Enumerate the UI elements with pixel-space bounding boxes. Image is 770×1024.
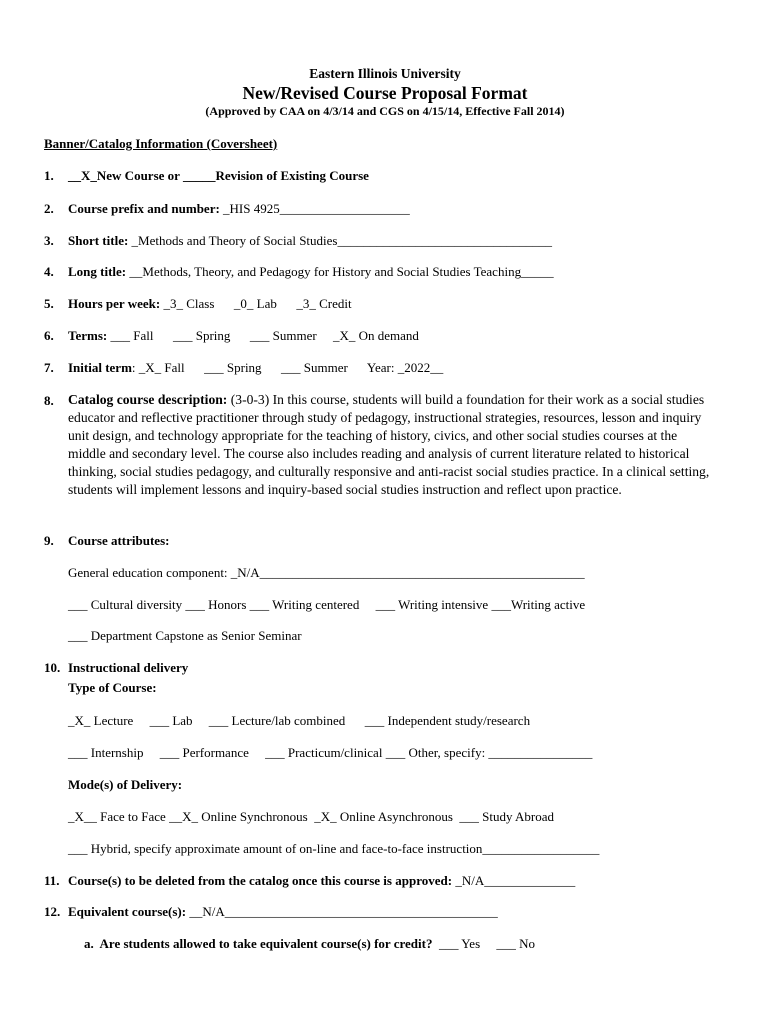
equivalent-courses-value[interactable]: __N/A__________________________________________ xyxy=(186,904,498,919)
item-12a-line xyxy=(84,936,535,952)
initial-term-value[interactable]: : _X_ Fall ___ Spring ___ Summer Year: _2022__ xyxy=(131,360,444,375)
gen-ed-line[interactable]: General education component: _N/A__________________________________________________ xyxy=(68,565,585,580)
item-1-number: 1. xyxy=(44,168,54,183)
item-12-number: 12. xyxy=(44,904,61,919)
item-5-number: 5. xyxy=(44,296,54,311)
mode-of-delivery-label: Mode(s) of Delivery: xyxy=(68,777,183,792)
equivalent-credit-options[interactable]: ___ Yes ___ No xyxy=(432,936,536,951)
deleted-courses-label: Course(s) to be deleted from the catalog once this course is approved: xyxy=(68,873,453,888)
catalog-description-label: Catalog course description: xyxy=(68,392,228,407)
long-title-label: Long title: xyxy=(68,264,127,279)
item-12-line xyxy=(68,904,498,920)
capstone-line[interactable]: ___ Department Capstone as Senior Seminar xyxy=(68,628,302,643)
mode-of-delivery-row-1[interactable]: _X__ Face to Face __X_ Online Synchronous _X_ Online Asynchronous ___ Study Abroad xyxy=(68,809,555,824)
course-prefix-value[interactable]: _HIS 4925____________________ xyxy=(219,201,410,216)
catalog-description xyxy=(68,391,718,499)
mode-of-delivery-row-2[interactable]: ___ Hybrid, specify approximate amount of on-line and face-to-face instruction__________________ xyxy=(68,841,600,856)
short-title-value[interactable]: _Methods and Theory of Social Studies_________________________________ xyxy=(128,233,552,248)
course-prefix-label: Course prefix and number: xyxy=(68,201,220,216)
item-2-number: 2. xyxy=(44,201,54,216)
short-title-label: Short title: xyxy=(68,233,129,248)
item-5-line xyxy=(68,296,352,312)
approval-note: (Approved by CAA on 4/3/14 and CGS on 4/15/14, Effective Fall 2014) xyxy=(205,104,565,118)
hours-label: Hours per week: xyxy=(68,296,161,311)
equivalent-courses-label: Equivalent course(s): xyxy=(68,904,187,919)
item-11-line xyxy=(68,873,575,889)
deleted-courses-value[interactable]: _N/A______________ xyxy=(452,873,576,888)
revision-label: Revision of Existing Course xyxy=(215,168,369,183)
terms-label: Terms: xyxy=(68,328,108,343)
item-1-line xyxy=(68,168,369,184)
new-course-label: New Course or xyxy=(96,168,183,183)
item-11-number: 11. xyxy=(44,873,60,888)
university-name: Eastern Illinois University xyxy=(309,66,461,81)
item-2-line xyxy=(68,201,410,217)
instructional-delivery-label: Instructional delivery xyxy=(68,660,189,675)
type-of-course-row-1[interactable]: _X_ Lecture ___ Lab ___ Lecture/lab combined ___ Independent study/research xyxy=(68,713,531,728)
item-7-number: 7. xyxy=(44,360,54,375)
item-4-number: 4. xyxy=(44,264,54,279)
item-9-number: 9. xyxy=(44,533,54,548)
item-6-number: 6. xyxy=(44,328,54,343)
item-7-line xyxy=(68,360,443,376)
item-3-number: 3. xyxy=(44,233,54,248)
revision-mark[interactable]: _____ xyxy=(182,168,216,183)
initial-term-label: Initial term xyxy=(68,360,132,375)
type-of-course-row-2[interactable]: ___ Internship ___ Performance ___ Practicum/clinical ___ Other, specify: ________________ xyxy=(68,745,593,760)
item-10-number: 10. xyxy=(44,660,61,675)
hours-value[interactable]: _3_ Class _0_ Lab _3_ Credit xyxy=(160,296,352,311)
item-4-line xyxy=(68,264,554,280)
attributes-line[interactable]: ___ Cultural diversity ___ Honors ___ Writing centered ___ Writing intensive ___Writing active xyxy=(68,597,586,612)
terms-value[interactable]: ___ Fall ___ Spring ___ Summer _X_ On demand xyxy=(107,328,419,343)
course-attributes-label: Course attributes: xyxy=(68,533,170,548)
item-6-line xyxy=(68,328,419,344)
type-of-course-label: Type of Course: xyxy=(68,680,157,695)
form-title: New/Revised Course Proposal Format xyxy=(242,83,528,103)
equivalent-credit-question: a. Are students allowed to take equivalent course(s) for credit? xyxy=(84,936,433,951)
item-3-line xyxy=(68,233,552,249)
long-title-value[interactable]: __Methods, Theory, and Pedagogy for History and Social Studies Teaching_____ xyxy=(126,264,554,279)
item-8-number: 8. xyxy=(44,393,54,408)
section-heading: Banner/Catalog Information (Coversheet) xyxy=(44,136,278,151)
new-course-mark[interactable]: __X_ xyxy=(68,168,97,183)
catalog-description-text[interactable]: (3-0-3) In this course, students will build a foundation for their work as a social studies educator and reflective practitioner through study of pedagogy, instructional strategies, resources, lesson and inquiry unit design, and technology appropriate for the teaching of history, civics, and other social studies courses at the middle and secondary level. The course also includes reading and analysis of current literature related to historical thinking, social studies pedagogy, and culturally responsive and anti-racist social studies practice. In a clinical setting, students will implement lessons and inquiry-based social studies instruction and reflect upon practice. xyxy=(68,392,710,497)
